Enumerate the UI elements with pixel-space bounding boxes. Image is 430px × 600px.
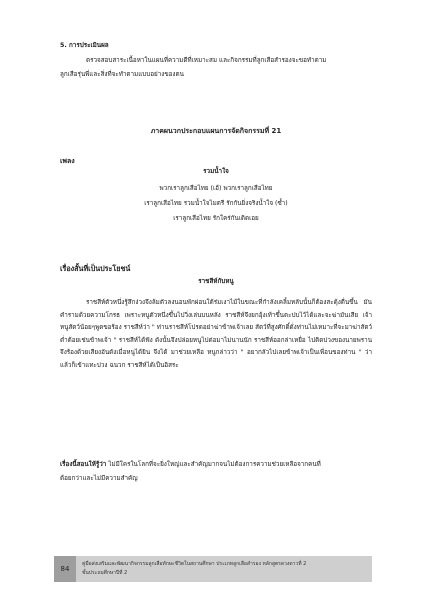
song-line-2: เราลูกเสือไทย รวมน้ำใจไมตรี รักกันยิ่งจริงน้ำใจ (ซ้ำ) — [144, 200, 288, 207]
song-line-3: เราลูกเสือไทย รักใคร่กันเดิดเอย — [173, 215, 259, 222]
page-number: 84 — [54, 556, 76, 582]
moral-line-2: ต้อยกว่าและไม่มีความสำคัญ — [60, 475, 138, 482]
footer-line-1: คู่มือส่งเสริมและพัฒนากิจกรรมลูกเสือทักษะชีวิตในสถานศึกษา ประเภทลูกเสือสำรอง หลักสูตรดวงดาวที่ 2 — [82, 561, 307, 567]
song-line-1: พวกเราลูกเสือไทย (เฮ้) พวกเราลูกเสือไทย — [159, 185, 273, 192]
section-5-line-2: ลูกเสือรุ่นพี่และสิ่งที่จะทำตามแบบอย่างของตน — [60, 71, 184, 78]
moral-label: เรื่องนี้สอนให้รู้ว่า — [60, 461, 107, 468]
song-title: รวมน้ำใจ — [203, 168, 229, 175]
moral-text-1: ไม่มีใครในโลกที่จะยิ่งใหญ่และสำคัญมากจนไม่ต้องการความช่วยเหลือจากคนที่ — [106, 461, 321, 468]
appendix-title: ภาคผนวกประกอบแผนการจัดกิจกรรมที่ 21 — [150, 127, 282, 135]
story-paragraph: ราชสีห์ตัวหนึ่งรู้สึกง่วงจึงล้มตัวลงนอนพักผ่อนใต้ร่มเงาไม้ในขณะที่กำลังเคลิ้มหลับนั้นก็ต้องสะดุ้งตื่นขึ้น มันคำรามด้วยความโกรธ เพราะหนูตัวหนึ่งขึ้นไปวิ่งเล่นบนหลัง ราชสีห์จึงยกอุ้งเท้าขึ้นตะปบไว้ได้และจะฆ่ามันเสีย เจ้าหนูสัตว์น้อยๆพูดขอร้อง ราชสีห์ว่า " ท่านราชสีห์โปรดอย่าฆ่าข้าพเจ้าเลย สัตว์ที่สูงศักดิ์ดั่งท่านไม่เหมาะที่จะมาฆ่าสัตว์ต่ำต้อยเช่นข้าพเจ้า " ราชสีห์ได้ฟัง ดังนั้นจึงปล่อยหนูไปต่อมาไม่นานนัก ราชสีห์ออกล่าเหยื่อ ไปติดบ่วงของนายพรานจึงร้องด้วยเสียงอันดังเมื่อหนูได้ยิน จึงได้ มาช่วยเหลือ หนูกล่าวว่า " อยากลัวไปเลยข้าพเจ้าเป็นเพื่อนของท่าน " ว่าแล้วก็เข้าแทะบ่วง ฉนวก ราชสีห์ได้เป็นอิสระ — [60, 299, 372, 369]
section-5-heading: 5. การประเมินผล — [60, 42, 109, 49]
footer-line-2: ชั้นประถมศึกษาปีที่ 2 — [82, 569, 128, 576]
moral-line-1 — [60, 459, 321, 471]
story-label: เรื่องสั้นที่เป็นประโยชน์ — [60, 264, 131, 273]
song-label: เพลง — [60, 157, 75, 165]
story-title: ราชสีห์กับหนู — [198, 278, 234, 285]
section-5-line-1: ตรวจสอบสาระเนื้อหาในแผนที่ความดีที่เหมาะสม และกิจกรรมที่ลูกเสือสำรองจะขอทำตาม — [86, 57, 327, 64]
footer-text — [82, 560, 372, 577]
